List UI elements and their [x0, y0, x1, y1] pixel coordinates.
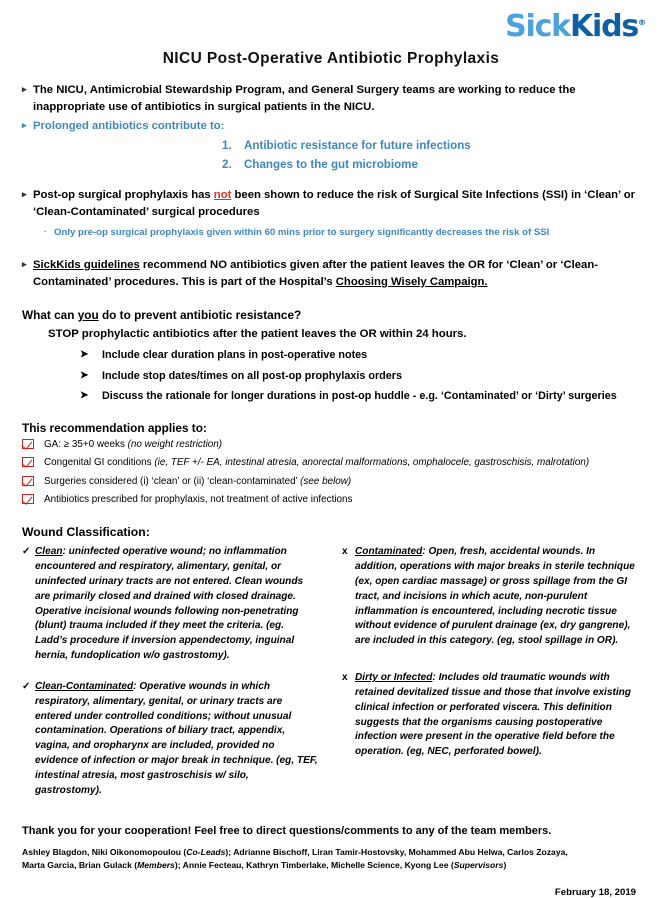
list-item [22, 438, 644, 453]
list-item [22, 475, 644, 490]
registered-trademark-icon: ® [638, 18, 646, 27]
document-body [22, 82, 644, 898]
footer-role-co-leads: Co-Leads [186, 847, 226, 858]
applies-item-note: (see below) [300, 475, 352, 487]
wound-description: : Open, fresh, accidental wounds. In addition, operations with major breaks in sterile technique (ex, open cardiac massage) or gross spillage from the GI tract, and incisions in which acute, non-purulent inflammation is encountered, including necrotic tissue without evidence of purulent drainage (ex, dry gangrene), are included in this category. (eg, stool spillage in OR). [355, 546, 635, 647]
list-item [80, 388, 644, 405]
list-item-label [44, 493, 644, 508]
page-title: NICU Post-Operative Antibiotic Prophylaxis [162, 50, 500, 67]
wound-description: : uninfected operative wound; no inflammation encountered and respiratory, alimentary, genital, or uninfected urinary tracts are not entered. Clean wounds are primarily closed and drained with closed drainage. Operative incisional wounds following non-penetrating (blunt) trauma included if they meet the criteria. (eg. Ladd’s procedure if inversion appendectomy, inguinal hernia, fundoplication w/o gastrostomy). [35, 546, 304, 662]
question-head-before: What can [22, 308, 78, 323]
list-number: 2. [222, 158, 232, 172]
cross-marker-icon: x [342, 546, 348, 558]
sickkids-logo [505, 9, 646, 44]
choosing-wisely-link[interactable]: Choosing Wisely Campaign. [335, 275, 488, 288]
prolonged-lead-text: Prolonged antibiotics contribute to: [33, 120, 225, 133]
list-item-label [44, 438, 644, 453]
list-item-label: Discuss the rationale for longer durations in post-op huddle - e.g. ‘Contaminated’ or ‘Dirty’ surgeries [102, 390, 617, 403]
footer-names-line1-a: Ashley Blagdon, Niki Oikonomopoulou ( [22, 847, 187, 858]
guidelines-middle-text: recommend NO antibiotics given after the patient leaves the OR for ‘Clean’ or ‘Clean-Contaminated’ procedures. This is part of the Hospital’s [33, 258, 598, 288]
postop-text [33, 187, 644, 221]
footer-thanks-text: Thank you for your cooperation! Feel free to direct questions/comments to any of the team members. [22, 824, 552, 837]
question-heading [22, 307, 644, 325]
wound-item-body [35, 680, 318, 799]
footer-role-members: Members [137, 860, 175, 871]
bullet-marker-icon: ▸ [22, 258, 27, 269]
applies-item-note: (ie, TEF +/- EA, intestinal atresia, anorectal malformations, omphalocele, gastroschisis, malrotation) [154, 457, 590, 469]
wound-description: : Operative wounds in which respiratory, alimentary, genital, or urinary tracts are entered under controlled conditions; without unusual contamination. Operations of biliary tract, appendix, vagina, and oropharynx are included, provided no evidence of infection or major break in technique. (eg, TEF, intestinal atresia, most gastroschisis w/ silo, gastrostomy). [35, 680, 318, 796]
list-item [22, 493, 644, 508]
postop-text-after: been shown to reduce the risk of Surgical Site Infections (SSI) in ‘Clean’ or ‘Clean-Contaminated’ surgical procedures [33, 189, 636, 219]
footer-names-line2-a: Marta Garcia, Brian Gulack ( [22, 860, 138, 871]
list-item [22, 156, 644, 175]
applies-heading: This recommendation applies to: [22, 420, 207, 435]
wound-classification-heading: Wound Classification: [22, 525, 150, 540]
list-item [22, 137, 644, 156]
wound-classification-columns [22, 545, 644, 814]
logo-text-sick: Sick [505, 9, 570, 44]
sub-bullet-marker-icon: · [44, 227, 47, 237]
arrow-marker-icon: ➤ [80, 349, 89, 361]
list-number: 1. [222, 139, 232, 153]
checkbox-checked-icon[interactable] [22, 476, 34, 486]
wound-item-contaminated [342, 545, 638, 649]
list-item-label: Changes to the gut microbiome [244, 158, 418, 172]
applies-checklist [22, 438, 644, 508]
applies-item-main: Surgeries considered (i) ‘clean’ or (ii) ‘clean-contaminated’ [44, 475, 301, 487]
postop-text-before: Post-op surgical prophylaxis has [33, 189, 214, 202]
action-list [22, 347, 644, 405]
question-subheading: STOP prophylactic antibiotics after the patient leaves the OR within 24 hours. [48, 327, 467, 340]
bullet-marker-icon: ▸ [22, 189, 27, 200]
question-emphasis-you: you [77, 308, 99, 323]
list-item-label: Include stop dates/times on all post-op prophylaxis orders [102, 369, 402, 382]
postop-subbullet-text: Only pre-op surgical prophylaxis given within 60 mins prior to surgery significantly decreases the risk of SSI [54, 227, 550, 239]
check-marker-icon: ✓ [22, 546, 31, 558]
guidelines-text [33, 257, 644, 291]
sickkids-guidelines-link[interactable]: SickKids guidelines [33, 258, 140, 271]
intro-text: The NICU, Antimicrobial Stewardship Program, and General Surgery teams are working to reduce the inappropriate use of antibiotics in surgical patients in the NICU. [33, 84, 576, 114]
footer-names-line2-c: ) [503, 860, 507, 871]
wound-item-dirty-or-infected [342, 671, 638, 760]
logo-text-kids: Kids [569, 9, 638, 44]
wound-description: : Includes old traumatic wounds with retained devitalized tissue and those that involve existing clinical infection or perforated viscera. This definition suggests that the organisms causing postoperative infection were present in the operative field before the operation. (eg, NEC, perforated bowel). [355, 672, 631, 758]
bullet-marker-icon: ▸ [22, 84, 27, 94]
list-item [80, 347, 644, 364]
checkbox-checked-icon[interactable] [22, 439, 34, 449]
wound-column-right [342, 545, 638, 814]
applies-item-main: GA: ≥ 35+0 weeks [44, 438, 128, 450]
guidelines-bullet [22, 257, 644, 291]
bullet-marker-icon: ▸ [22, 120, 27, 131]
list-item-label: Antibiotic resistance for future infections [244, 139, 471, 153]
question-head-after: do to prevent antibiotic resistance? [98, 308, 302, 323]
wound-item-body [35, 545, 318, 664]
wound-term: Contaminated [355, 546, 423, 558]
wound-item-clean-contaminated [22, 680, 318, 799]
prolonged-numbered-list [22, 137, 644, 175]
applies-item-main: Antibiotics prescribed for prophylaxis, not treatment of active infections [44, 493, 353, 505]
list-item-label: Include clear duration plans in post-operative notes [102, 349, 368, 362]
postop-bullet [22, 187, 644, 221]
wound-term: Clean-Contaminated [35, 680, 134, 692]
footer-team-members [22, 846, 644, 873]
applies-item-note: (no weight restriction) [127, 438, 223, 450]
applies-item-main: Congenital GI conditions [44, 457, 155, 469]
footer-role-supervisors: Supervisors [453, 860, 504, 871]
postop-subbullet [44, 226, 644, 240]
wound-term: Dirty or Infected [355, 672, 433, 684]
list-item-label [44, 475, 644, 490]
footer-names-line2-b: ); Annie Fecteau, Kathryn Timberlake, Michelle Science, Kyong Lee ( [174, 860, 454, 871]
footer-names-line1-b: ); Adrianne Bischoff, Liran Tamir-Hostovsky, Mohammed Abu Helwa, Carlos Zozaya, [225, 847, 568, 858]
checkbox-checked-icon[interactable] [22, 457, 34, 467]
document-date: February 18, 2019 [554, 886, 636, 898]
prolonged-bullet [22, 118, 644, 135]
check-marker-icon: ✓ [22, 680, 31, 692]
arrow-marker-icon: ➤ [80, 390, 89, 402]
wound-item-body [355, 671, 638, 760]
wound-term: Clean [35, 546, 63, 558]
intro-bullet [22, 82, 644, 116]
checkbox-checked-icon[interactable] [22, 494, 34, 504]
list-item-label [44, 456, 644, 471]
wound-item-body [355, 545, 638, 649]
list-item [80, 368, 644, 385]
postop-emphasis-not: not [213, 189, 232, 202]
list-item [22, 456, 644, 471]
wound-column-left [22, 545, 318, 814]
cross-marker-icon: x [342, 672, 348, 684]
arrow-marker-icon: ➤ [80, 369, 89, 381]
wound-item-clean [22, 545, 318, 664]
